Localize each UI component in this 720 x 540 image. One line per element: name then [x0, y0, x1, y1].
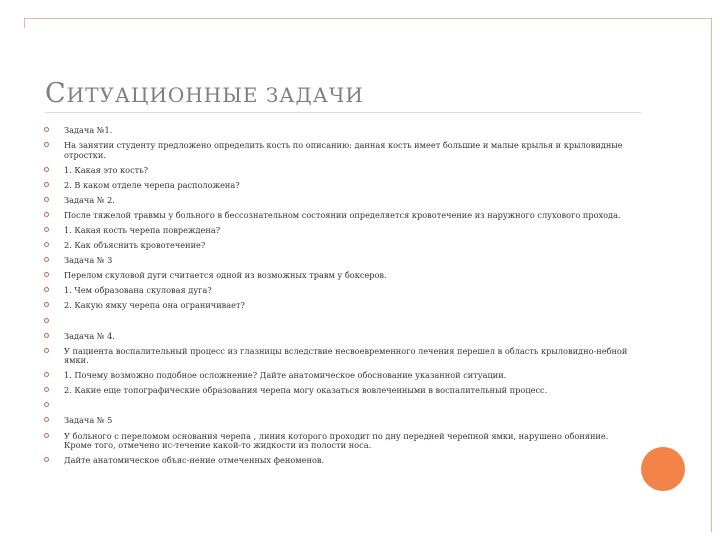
- bullet-icon: [44, 433, 49, 438]
- list-item: [44, 181, 634, 190]
- bullet-icon: [44, 127, 49, 132]
- list-item-text: Задача № 4.: [64, 330, 115, 341]
- bullet-icon: [44, 167, 49, 172]
- list-item: [44, 371, 634, 380]
- list-item: [44, 166, 634, 175]
- bullet-icon: [44, 333, 49, 338]
- list-item: [44, 416, 634, 425]
- list-item-text: У больного с переломом основания черепа , линия которого проходит по дну передней черепной ямки, нарушено обоняние. Кроме того, отмечено ис-течение какой-то жидкости из полости носа.: [64, 430, 609, 450]
- list-item: [44, 432, 634, 451]
- title-underline: [45, 112, 641, 113]
- task-list: [44, 126, 634, 471]
- decorative-circle: [641, 447, 685, 491]
- bullet-icon: [44, 372, 49, 377]
- bullet-icon: [44, 287, 49, 292]
- frame-top-border: [24, 18, 712, 19]
- bullet-icon: [44, 348, 49, 353]
- list-item: [44, 241, 634, 250]
- list-item-text: 1. Какая кость черепа повреждена?: [64, 224, 221, 235]
- list-item-text: 2. Какие еще топографические образования черепа могу оказаться вовлеченными в воспалительный процесс.: [64, 385, 548, 396]
- list-item-text: На занятии студенту предложено определить кость по описанию: данная кость имеет большие и малые крылья и крыловидные отростки.: [64, 140, 623, 160]
- bullet-icon: [44, 257, 49, 262]
- bullet-icon: [44, 387, 49, 392]
- list-item: [44, 211, 634, 220]
- frame-left-corner: [24, 18, 25, 28]
- list-item-text: Задача № 2.: [64, 194, 115, 205]
- list-item-text: 1. Чем образована скуловая дуга?: [64, 285, 212, 296]
- list-item: [44, 286, 634, 295]
- bullet-icon: [44, 142, 49, 147]
- list-item: [44, 401, 634, 410]
- bullet-icon: [44, 182, 49, 187]
- list-item: [44, 386, 634, 395]
- bullet-icon: [44, 417, 49, 422]
- list-item: [44, 196, 634, 205]
- list-item-text: После тяжелой травмы у больного в бессознательном состоянии определяется кровотечение из наружного слухового прохода.: [64, 209, 621, 220]
- list-item-text: 1. Какая это кость?: [64, 164, 149, 175]
- bullet-icon: [44, 197, 49, 202]
- list-item: [44, 141, 634, 160]
- frame-right-border: [711, 18, 712, 532]
- list-item-text: 2. В каком отделе черепа расположена?: [64, 179, 240, 190]
- slide-title: [45, 78, 364, 109]
- list-item: [44, 317, 634, 326]
- list-item-text: Задача №1.: [64, 125, 113, 135]
- list-item: [44, 332, 634, 341]
- bullet-icon: [44, 318, 49, 323]
- title-first-letter: С: [45, 78, 67, 109]
- list-item-text: Дайте анатомическое объяс-нение отмеченных феноменов.: [64, 455, 325, 466]
- bullet-icon: [44, 227, 49, 232]
- list-item-text: Перелом скуловой дуги считается одной из возможных травм у боксеров.: [64, 270, 387, 281]
- list-item-text: 2. Какую ямку черепа она ограничивает?: [64, 300, 245, 311]
- bullet-icon: [44, 212, 49, 217]
- title-rest: ИТУАЦИОННЫЕ ЗАДАЧИ: [66, 83, 364, 107]
- list-item: [44, 226, 634, 235]
- bullet-icon: [44, 402, 49, 407]
- list-item-text: 1. Почему возможно подобное осложнение? Дайте анатомическое обоснование указанной ситуации.: [64, 370, 507, 381]
- list-item: [44, 126, 634, 135]
- list-item: [44, 347, 634, 366]
- bullet-icon: [44, 457, 49, 462]
- list-item-text: У пациента воспалительный процесс из глазницы вследствие несвоевременного лечения перешел в область крыловидно-небной ямки.: [64, 345, 628, 366]
- list-item: [44, 256, 634, 265]
- list-item: [44, 456, 634, 465]
- list-item: [44, 301, 634, 310]
- list-item-text: 2. Как объяснить кровотечение?: [64, 240, 206, 251]
- bullet-icon: [44, 242, 49, 247]
- list-item-text: Задача № 5: [64, 415, 113, 426]
- bullet-icon: [44, 302, 49, 307]
- list-item: [44, 271, 634, 280]
- bullet-icon: [44, 272, 49, 277]
- list-item-text: Задача № 3: [64, 255, 113, 266]
